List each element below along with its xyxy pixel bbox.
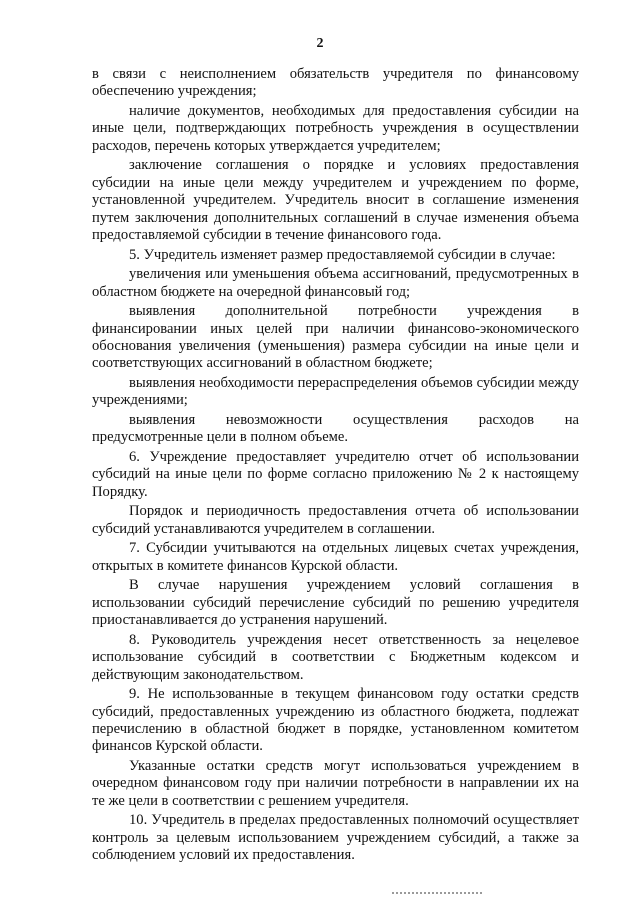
- document-body: [92, 66, 579, 867]
- paragraph-9: 6. Учреждение предоставляет учредителю отчет об использовании субсидий на иные цели по форме согласно приложению № 2 к настоящему Порядку.: [92, 449, 579, 500]
- paragraph-13: 8. Руководитель учреждения несет ответственность за нецелевое использование субсидий в соответствии с Бюджетным кодексом и действующим законодательством.: [92, 631, 579, 683]
- paragraph-7: выявления необходимости перераспределения объемов субсидии между учреждениями;: [92, 375, 579, 409]
- paragraph-8: выявления невозможности осуществления расходов на предусмотренные цели в полном объеме.: [92, 412, 579, 446]
- paragraph-4: 5. Учредитель изменяет размер предоставляемой субсидии в случае:: [129, 246, 556, 263]
- paragraph-14: 9. Не использованные в текущем финансовом году остатки средств субсидий, предоставленных учреждению из областного бюджета, подлежат перечислению в областной бюджет в порядке, установленном комитетом финансов Курской области.: [92, 686, 579, 755]
- page-number: 2: [316, 36, 324, 51]
- paragraph-11: 7. Субсидии учитываются на отдельных лицевых счетах учреждения, открытых в комитете финансов Курской области.: [92, 540, 579, 574]
- paragraph-15: Указанные остатки средств могут использоваться учреждением в очередном финансовом году при наличии потребности в направлении их на те же цели в соответствии с решением учредителя.: [92, 758, 579, 809]
- paragraph-5: увеличения или уменьшения объема ассигнований, предусмотренных в областном бюджете на очередной финансовый год;: [92, 266, 579, 300]
- paragraph-10: Порядок и периодичность предоставления отчета об использовании субсидий устанавливаются учредителем в соглашении.: [92, 503, 579, 537]
- scan-footer-mark: [392, 892, 482, 898]
- paragraph-6: выявления дополнительной потребности учреждения в финансировании иных целей при наличии финансово-экономического обоснования увеличения (уменьшения) размера субсидии на иные цели и соответствующих ассигнований в областном бюджете;: [92, 303, 579, 372]
- paragraph-12: В случае нарушения учреждением условий соглашения в использовании субсидий перечисление субсидий по решению учредителя приостанавливается до устранения нарушений.: [92, 577, 579, 629]
- paragraph-16: 10. Учредитель в пределах предоставленных полномочий осуществляет контроль за целевым использованием учреждением субсидий, а также за соблюдением условий их предоставления.: [92, 812, 579, 864]
- paragraph-1: в связи с неисполнением обязательств учредителя по финансовому обеспечению учреждения;: [92, 66, 579, 100]
- paragraph-2: наличие документов, необходимых для предоставления субсидии на иные цели, подтверждающих потребность учреждения в осуществлении расходов, перечень которых утверждается учредителем;: [92, 103, 579, 154]
- paragraph-3: заключение соглашения о порядке и условиях предоставления субсидии на иные цели между учредителем и учреждением по форме, установленной учредителем. Учредитель вносит в соглашение изменения путем заключения дополнительных соглашений в случае изменения объема предоставляемой субсидии в течение финансового года.: [92, 157, 579, 244]
